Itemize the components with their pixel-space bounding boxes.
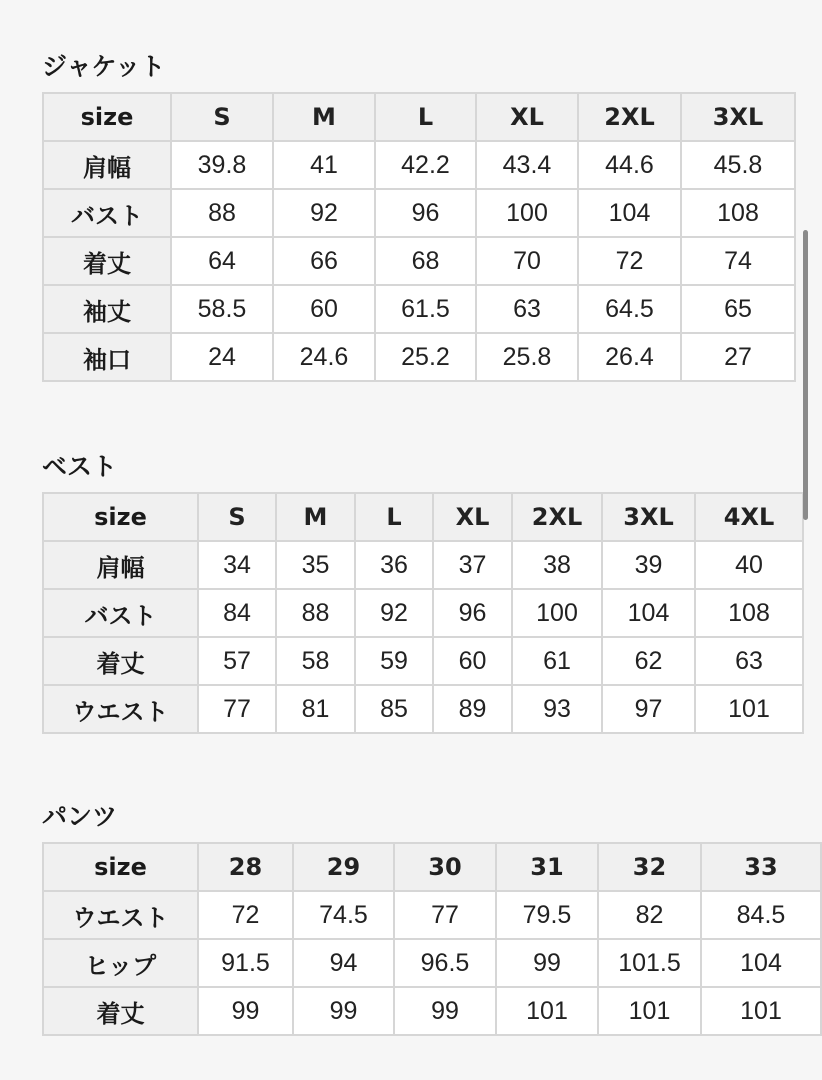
jacket-measure-value: 42.2 [375,141,476,189]
pants-measure-value: 77 [394,891,496,939]
jacket-section [42,52,764,374]
pants-measure-value: 74.5 [293,891,394,939]
vest-measure-value: 104 [602,589,695,637]
jacket-measure-value: 104 [578,189,681,237]
vest-measure-value: 57 [198,637,276,685]
vest-measure-value: 37 [433,541,512,589]
vest-measure-value: 85 [355,685,433,733]
jacket-size-label: size [43,93,171,141]
jacket-table-scroll[interactable] [42,92,774,394]
vest-table-row [43,685,803,733]
jacket-size-header: 2XL [578,93,681,141]
jacket-measure-value: 25.2 [375,333,476,381]
jacket-size-header: M [273,93,375,141]
vest-measure-value: 38 [512,541,602,589]
vest-measure-value: 36 [355,541,433,589]
pants-title: パンツ [42,802,118,831]
pants-measure-value: 101 [598,987,701,1035]
pants-size-header: 28 [198,843,293,891]
vest-size-header: L [355,493,433,541]
jacket-measure-value: 60 [273,285,375,333]
jacket-measure-value: 39.8 [171,141,273,189]
pants-size-header: 29 [293,843,394,891]
jacket-size-header: L [375,93,476,141]
vest-table-row [43,541,803,589]
jacket-measure-value: 61.5 [375,285,476,333]
pants-measure-value: 72 [198,891,293,939]
pants-measure-value: 79.5 [496,891,598,939]
vest-measure-value: 101 [695,685,803,733]
vest-measure-value: 35 [276,541,355,589]
pants-table-row [43,939,821,987]
jacket-measure-value: 45.8 [681,141,795,189]
vest-measure-value: 63 [695,637,803,685]
vest-measure-label: 着丈 [43,637,198,685]
vest-measure-value: 97 [602,685,695,733]
pants-measure-label: 着丈 [43,987,198,1035]
vest-size-header: S [198,493,276,541]
jacket-size-header: 3XL [681,93,795,141]
jacket-title: ジャケット [42,52,166,81]
pants-measure-label: ヒップ [43,939,198,987]
jacket-measure-value: 26.4 [578,333,681,381]
pants-measure-value: 82 [598,891,701,939]
jacket-table-row [43,237,795,285]
vest-measure-value: 84 [198,589,276,637]
jacket-measure-value: 66 [273,237,375,285]
pants-size-header: 30 [394,843,496,891]
jacket-measure-value: 96 [375,189,476,237]
jacket-measure-value: 64.5 [578,285,681,333]
vest-measure-value: 39 [602,541,695,589]
jacket-measure-value: 63 [476,285,578,333]
vest-table-row [43,637,803,685]
vest-table-body [43,493,803,733]
jacket-measure-value: 24.6 [273,333,375,381]
pants-size-header: 31 [496,843,598,891]
pants-table-body [43,843,821,1035]
pants-size-header: 33 [701,843,821,891]
jacket-measure-value: 74 [681,237,795,285]
jacket-measure-value: 65 [681,285,795,333]
jacket-size-header: XL [476,93,578,141]
vest-measure-value: 62 [602,637,695,685]
vest-measure-label: ウエスト [43,685,198,733]
vest-measure-value: 92 [355,589,433,637]
jacket-measure-label: 着丈 [43,237,171,285]
pants-measure-value: 99 [496,939,598,987]
vest-size-header: M [276,493,355,541]
pants-table-row [43,891,821,939]
jacket-size-table [42,92,796,382]
vest-measure-value: 93 [512,685,602,733]
pants-measure-value: 101 [701,987,821,1035]
pants-measure-value: 99 [293,987,394,1035]
vest-measure-label: バスト [43,589,198,637]
pants-measure-value: 94 [293,939,394,987]
vest-measure-value: 34 [198,541,276,589]
jacket-measure-value: 64 [171,237,273,285]
jacket-measure-value: 24 [171,333,273,381]
vest-table-row [43,589,803,637]
jacket-size-header: S [171,93,273,141]
vest-measure-value: 77 [198,685,276,733]
jacket-measure-label: 袖丈 [43,285,171,333]
vest-measure-value: 61 [512,637,602,685]
pants-measure-value: 104 [701,939,821,987]
page-scrollbar[interactable] [803,230,808,520]
vest-title: ベスト [42,452,118,481]
pants-measure-value: 99 [198,987,293,1035]
vest-measure-value: 58 [276,637,355,685]
pants-size-header: 32 [598,843,701,891]
jacket-measure-value: 41 [273,141,375,189]
pants-measure-value: 96.5 [394,939,496,987]
jacket-table-row [43,189,795,237]
vest-size-header: XL [433,493,512,541]
vest-measure-value: 108 [695,589,803,637]
jacket-measure-value: 43.4 [476,141,578,189]
pants-measure-value: 101 [496,987,598,1035]
jacket-measure-value: 25.8 [476,333,578,381]
jacket-table-body [43,93,795,381]
vest-size-label: size [43,493,198,541]
jacket-measure-value: 58.5 [171,285,273,333]
vest-measure-value: 40 [695,541,803,589]
pants-table-row [43,987,821,1035]
jacket-table-row [43,141,795,189]
pants-measure-label: ウエスト [43,891,198,939]
jacket-measure-value: 70 [476,237,578,285]
pants-measure-value: 99 [394,987,496,1035]
jacket-measure-value: 108 [681,189,795,237]
vest-measure-value: 88 [276,589,355,637]
jacket-measure-value: 27 [681,333,795,381]
jacket-measure-value: 100 [476,189,578,237]
vest-measure-value: 96 [433,589,512,637]
pants-measure-value: 101.5 [598,939,701,987]
vest-section [42,452,775,726]
vest-measure-value: 59 [355,637,433,685]
jacket-measure-value: 72 [578,237,681,285]
vest-table-scroll[interactable] [42,492,774,744]
jacket-table-row [43,333,795,381]
jacket-measure-value: 68 [375,237,476,285]
jacket-measure-label: バスト [43,189,171,237]
vest-size-table [42,492,804,734]
vest-measure-value: 60 [433,637,512,685]
vest-measure-value: 81 [276,685,355,733]
vest-measure-value: 89 [433,685,512,733]
pants-size-label: size [43,843,198,891]
pants-section [42,802,786,1028]
vest-measure-label: 肩幅 [43,541,198,589]
jacket-measure-label: 肩幅 [43,141,171,189]
vest-size-header: 4XL [695,493,803,541]
jacket-measure-value: 88 [171,189,273,237]
pants-size-table [42,842,822,1036]
jacket-measure-value: 92 [273,189,375,237]
vest-size-header: 3XL [602,493,695,541]
vest-size-header: 2XL [512,493,602,541]
vest-measure-value: 100 [512,589,602,637]
pants-measure-value: 91.5 [198,939,293,987]
vest-header-row [43,493,803,541]
pants-table-scroll[interactable] [42,842,786,1044]
jacket-measure-value: 44.6 [578,141,681,189]
pants-header-row [43,843,821,891]
pants-measure-value: 84.5 [701,891,821,939]
jacket-header-row [43,93,795,141]
jacket-measure-label: 袖口 [43,333,171,381]
jacket-table-row [43,285,795,333]
